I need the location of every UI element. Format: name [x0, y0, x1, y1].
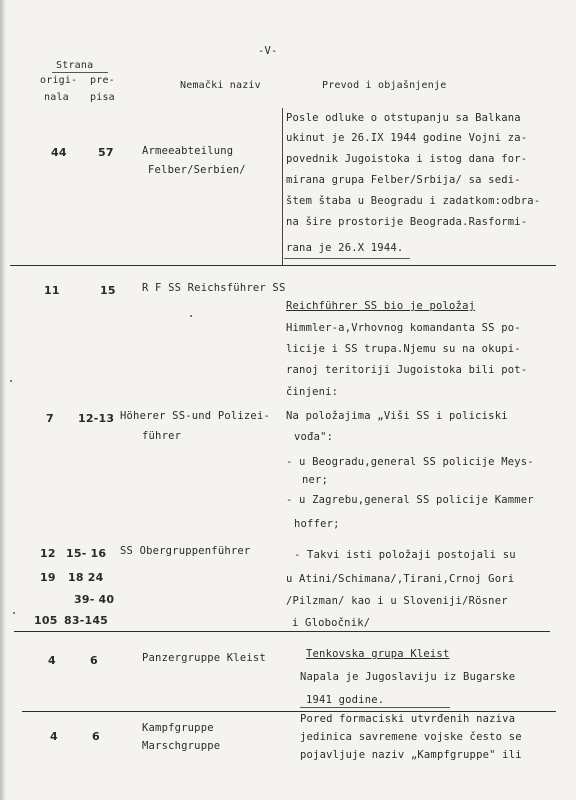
- entry-6-desc-line: Pored formaciski utvrđenih naziva: [300, 713, 516, 725]
- entry-5-orig-page: 4: [48, 654, 56, 667]
- entry-2-desc-line: licije i SS trupa.Njemu su na okupi-: [286, 343, 521, 355]
- entry-1-prev-page: 57: [98, 146, 114, 159]
- entry-6-desc-line: pojavljuje naziv „Kampfgruppe" ili: [300, 749, 522, 761]
- column-header-originala-1: origi-: [40, 75, 78, 86]
- entry-4-desc-line: /Pilzman/ kao i u Sloveniji/Rösner: [286, 595, 508, 607]
- entry-3-prev-page: 12-13: [78, 412, 115, 425]
- column-header-naziv: Nemački naziv: [180, 80, 261, 91]
- entry-3-desc-line: - u Zagrebu,general SS policije Kammer: [286, 494, 534, 506]
- entry-6-desc-line: jedinica savremene vojske često se: [300, 731, 522, 743]
- entry-6-prev-page: 6: [92, 730, 100, 743]
- entry-4-desc-line: - Takvi isti položaji postojali su: [294, 549, 516, 561]
- entry-4-prev-page: 18 24: [68, 571, 104, 584]
- column-header-prevoda-2: pisa: [90, 92, 115, 103]
- row-separator: [10, 265, 556, 266]
- column-header-prevoda-1: pre-: [90, 75, 115, 86]
- entry-3-desc-line: hoffer;: [294, 518, 340, 530]
- entry-4-prev-page: 39- 40: [74, 593, 115, 606]
- entry-6-name-line: Marschgruppe: [142, 740, 221, 752]
- entry-4-prev-page: 83-145: [64, 614, 109, 627]
- entry-1-desc-line: štem štaba u Beogradu i zadatkom:odbra-: [286, 195, 541, 207]
- entry-1-desc-line: rana je 26.X 1944.: [286, 242, 404, 254]
- header-strana-rule: [52, 72, 108, 73]
- entry-3-name-line: führer: [142, 430, 182, 442]
- entry-5-desc-line: 1941 godine.: [306, 694, 385, 706]
- entry-4-desc-line: u Atini/Schimana/,Tirani,Crnoj Gori: [286, 573, 515, 585]
- entry-2-desc-line: činjeni:: [286, 386, 339, 398]
- entry-2-desc-line: Reichführer SS bio je položaj: [286, 300, 476, 312]
- column-divider: [282, 108, 283, 266]
- entry-3-desc-line: ner;: [302, 474, 329, 486]
- scan-edge-left: [0, 0, 6, 800]
- entry-1-desc-line: mirana grupa Felber/Srbija/ sa sedi-: [286, 174, 521, 186]
- entry-1-orig-page: 44: [51, 146, 67, 159]
- entry-4-orig-page: 19: [40, 571, 56, 584]
- entry-3-desc-line: vođa":: [294, 431, 334, 443]
- scan-speck: [190, 315, 192, 317]
- entry-6-orig-page: 4: [50, 730, 58, 743]
- entry-5-prev-page: 6: [90, 654, 98, 667]
- row-separator: [22, 711, 556, 712]
- entry-3-desc-line: - u Beogradu,general SS policije Meys-: [286, 456, 534, 468]
- column-header-strana: Strana: [56, 60, 94, 71]
- row-separator: [14, 631, 550, 632]
- entry-2-desc-line: ranoj teritoriji Jugoistoka bili pot-: [286, 364, 528, 376]
- entry-3-name-line: Höherer SS-und Polizei-: [120, 410, 270, 422]
- entry-5-name-line: Panzergruppe Kleist: [142, 652, 266, 664]
- scan-speck: [13, 612, 15, 614]
- entry-1-desc-line: ukinut je 26.IX 1944 godine Vojni za-: [286, 132, 528, 144]
- entry-1-desc-line: na šire prostorije Beograda.Rasformi-: [286, 216, 528, 228]
- entry-3-desc-line: Na položajima „Viši SS i policiski: [286, 410, 508, 422]
- entry-4-name-line: SS Obergruppenführer: [120, 545, 251, 557]
- entry-2-orig-page: 11: [44, 284, 60, 297]
- entry-1-desc-line: Posle odluke o otstupanju sa Balkana: [286, 112, 521, 124]
- entry-1-name-line: Armeeabteilung: [142, 145, 234, 157]
- entry-1-underline: [284, 258, 410, 259]
- entry-2-name-line: R F SS Reichsführer SS: [142, 282, 286, 294]
- entry-4-prev-page: 15- 16: [66, 547, 107, 560]
- entry-5-desc-line: Napala je Jugoslaviju iz Bugarske: [300, 671, 516, 683]
- entry-4-orig-page: 12: [40, 547, 56, 560]
- entry-4-orig-page: 105: [34, 614, 58, 627]
- entry-1-name-line: Felber/Serbien/: [148, 164, 246, 176]
- entry-5-underline: [300, 707, 450, 708]
- page-number: -V-: [258, 45, 278, 57]
- entry-4-desc-line: i Globočnik/: [292, 617, 371, 629]
- column-header-prevod: Prevod i objašnjenje: [322, 80, 447, 91]
- entry-1-desc-line: povednik Jugoistoka i istog dana for-: [286, 153, 528, 165]
- entry-5-desc-line: Tenkovska grupa Kleist: [306, 648, 450, 660]
- entry-2-prev-page: 15: [100, 284, 116, 297]
- column-header-originala-2: nala: [44, 92, 69, 103]
- entry-2-desc-line: Himmler-a,Vrhovnog komandanta SS po-: [286, 322, 521, 334]
- entry-3-orig-page: 7: [46, 412, 54, 425]
- entry-6-name-line: Kampfgruppe: [142, 722, 214, 734]
- scan-speck: [10, 380, 12, 382]
